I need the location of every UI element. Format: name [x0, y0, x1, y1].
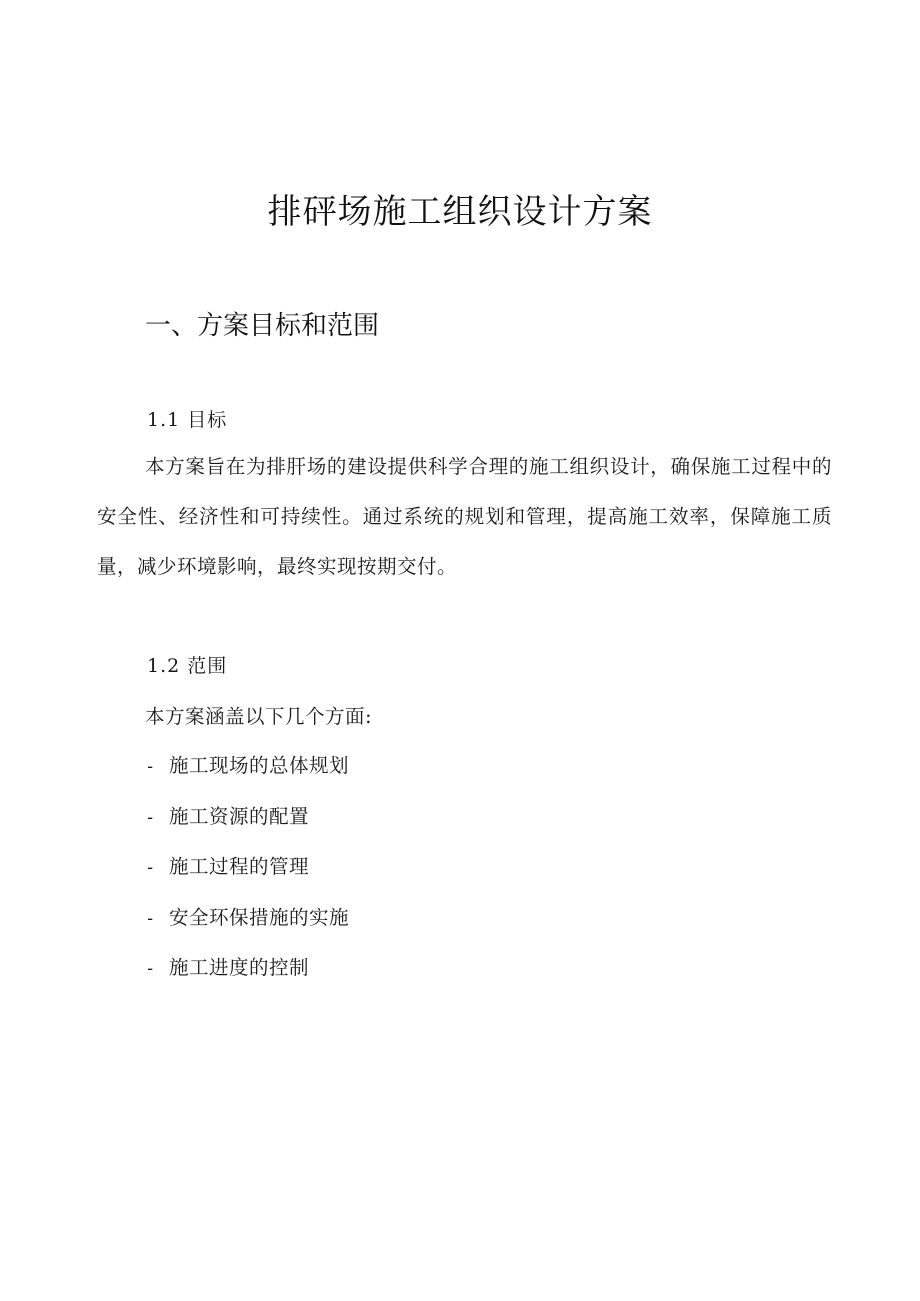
subsection-heading-goal: 1.1 目标 [147, 409, 228, 431]
subsection-heading-scope: 1.2 范围 [147, 655, 228, 677]
list-item-text: 施工过程的管理 [169, 855, 310, 878]
scope-list [145, 741, 349, 994]
list-item-text: 安全环保措施的实施 [169, 905, 350, 929]
bullet-dash: - [145, 908, 156, 929]
list-item [145, 792, 349, 843]
bullet-dash: - [145, 959, 156, 979]
list-item-text: 施工资源的配置 [169, 804, 310, 828]
list-item-text: 施工现场的总体规划 [169, 754, 350, 777]
goal-paragraph: 本方案旨在为排肝场的建设提供科学合理的施工组织设计，确保施工过程中的安全性、经济性和可持续性。通过系统的规划和管理，提高施工效率，保障施工质量，减少环境影响，最终实现按期交付。 [97, 455, 832, 578]
bullet-dash: - [145, 858, 156, 878]
list-item [145, 741, 349, 792]
section-heading-1: 一、方案目标和范围 [145, 311, 380, 341]
list-item-text: 施工进度的控制 [169, 956, 310, 979]
bullet-dash: - [145, 807, 156, 828]
scope-intro: 本方案涵盖以下几个方面: [145, 705, 373, 728]
list-item [145, 943, 349, 994]
list-item [145, 893, 349, 944]
list-item [145, 842, 349, 893]
document-title: 排砰场施工组织设计方案 [267, 192, 653, 232]
bullet-dash: - [145, 757, 156, 777]
